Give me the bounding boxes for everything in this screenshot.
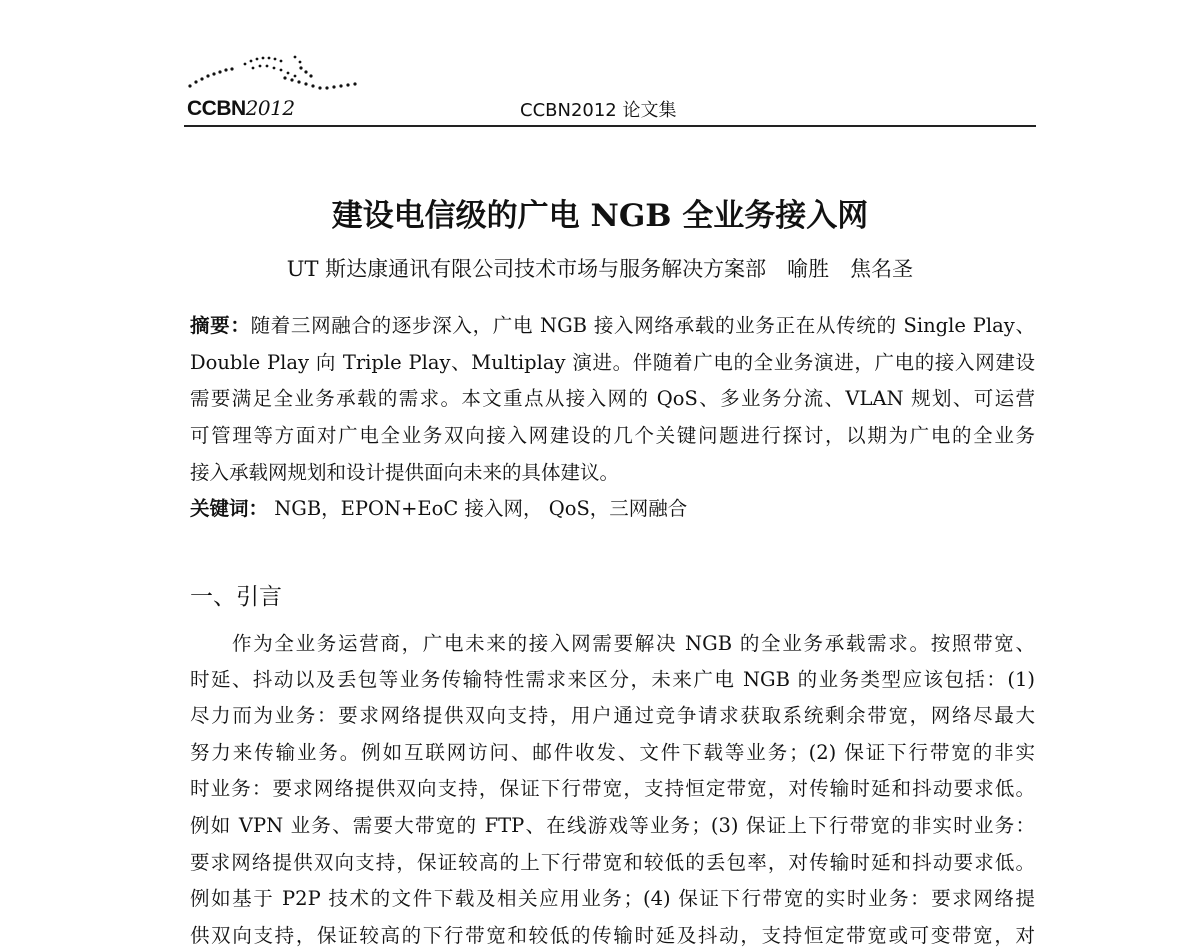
- abstract-line: [190, 313, 1035, 339]
- body-line: 要求网络提供双向支持，保证较高的上下行带宽和较低的丢包率，对传输时延和抖动要求低。: [190, 851, 1035, 874]
- paper-title: 建设电信级的广电 NGB 全业务接入网: [331, 198, 869, 234]
- abstract-line: 需要满足全业务承载的需求。本文重点从接入网的 QoS、多业务分流、VLAN 规划、可运营: [190, 387, 1035, 410]
- body-line: 例如基于 P2P 技术的文件下载及相关应用业务；(4) 保证下行带宽的实时业务：要求网络提: [190, 887, 1035, 910]
- body-line: 时延、抖动以及丢包等业务传输特性需求来区分，未来广电 NGB 的业务类型应该包括：(1): [190, 668, 1035, 691]
- ccbn-logo: [185, 48, 365, 123]
- paper-authors: UT 斯达康通讯有限公司技术市场与服务解决方案部 喻胜 焦名圣: [286, 257, 914, 281]
- abstract-line: Double Play 向 Triple Play、Multiplay 演进。伴随着广电的全业务演进，广电的接入网建设: [190, 351, 1035, 374]
- keywords-line: [190, 496, 1035, 522]
- body-line: 作为全业务运营商，广电未来的接入网需要解决 NGB 的全业务承载需求。按照带宽、: [232, 632, 1035, 655]
- body-line: 努力来传输业务。例如互联网访问、邮件收发、文件下载等业务；(2) 保证下行带宽的非实: [190, 741, 1035, 764]
- body-line: 例如 VPN 业务、需要大带宽的 FTP、在线游戏等业务；(3) 保证上下行带宽的非实时业务：: [190, 814, 1035, 837]
- keywords-text: NGB，EPON+EoC 接入网， QoS，三网融合: [268, 497, 688, 520]
- body-line: 尽力而为业务：要求网络提供双向支持，用户通过竞争请求获取系统剩余带宽，网络尽最大: [190, 704, 1035, 727]
- logo-wordmark: CCBN2012: [187, 96, 295, 120]
- logo-dots-graphic: [185, 48, 365, 98]
- abstract-line: 可管理等方面对广电全业务双向接入网建设的几个关键问题进行探讨，以期为广电的全业务: [190, 424, 1035, 447]
- header-divider: [184, 125, 1036, 127]
- abstract-label: 摘要：: [190, 314, 251, 337]
- section-heading: 一、引言: [190, 584, 282, 610]
- abstract-text: 随着三网融合的逐步深入，广电 NGB 接入网络承载的业务正在从传统的 Single Play、: [250, 314, 1035, 337]
- abstract-line: 接入承载网规划和设计提供面向未来的具体建议。: [190, 461, 620, 484]
- body-line: 供双向支持，保证较高的下行带宽和较低的传输时延及抖动，支持恒定带宽或可变带宽，对: [190, 924, 1035, 947]
- keywords-label: 关键词：: [190, 497, 269, 520]
- body-line: 时业务：要求网络提供双向支持，保证下行带宽，支持恒定带宽，对传输时延和抖动要求低。: [190, 777, 1035, 800]
- running-header: CCBN2012 论文集: [520, 100, 677, 121]
